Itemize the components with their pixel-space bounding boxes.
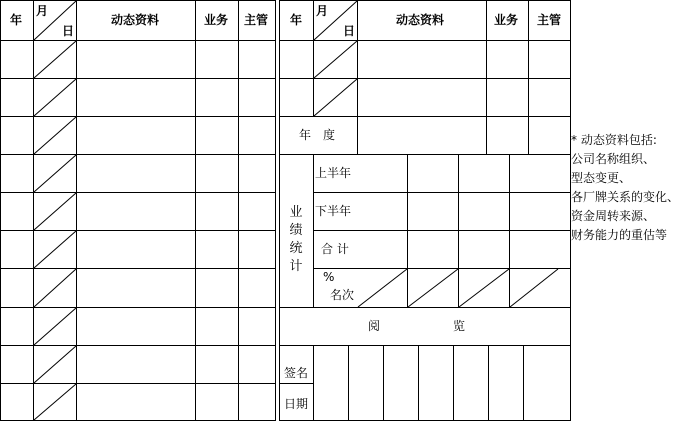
total-label: 合 计 xyxy=(321,242,349,256)
rank-label: 名次 xyxy=(330,288,355,302)
sign-label: 签名 xyxy=(284,366,309,380)
first-half-label: 上半年 xyxy=(315,166,352,180)
right-header-day: 日 xyxy=(343,24,356,38)
right-header-month: 月 xyxy=(316,4,329,18)
note-line: 财务能力的重估等 xyxy=(571,228,668,242)
note-line: 各厂牌关系的变化、 xyxy=(571,190,680,204)
date-label: 日期 xyxy=(284,397,309,411)
note-line: 公司名称组织、 xyxy=(571,152,656,166)
left-header-info: 动态资料 xyxy=(111,13,160,27)
note-line: * 动态资料包括: xyxy=(571,133,657,147)
note-line: 型态变更、 xyxy=(571,171,632,185)
left-header-year: 年 xyxy=(10,13,23,27)
left-header-business: 业务 xyxy=(204,13,229,27)
left-header-supervisor: 主管 xyxy=(244,13,269,27)
percent-label: % xyxy=(323,270,335,284)
dynamic-info-note xyxy=(571,131,679,245)
right-header-info: 动态资料 xyxy=(396,13,445,27)
performance-stats-label: 业绩统计 xyxy=(289,205,303,274)
right-header-business: 业务 xyxy=(494,13,519,27)
review-label-left: 阅 xyxy=(368,319,381,333)
second-half-label: 下半年 xyxy=(315,204,352,218)
right-header-year: 年 xyxy=(290,13,303,27)
left-header-day: 日 xyxy=(62,24,75,38)
annual-label: 年 度 xyxy=(299,128,336,142)
note-line: 资金周转来源、 xyxy=(571,209,656,223)
review-label-right: 览 xyxy=(453,319,466,333)
right-header-supervisor: 主管 xyxy=(537,13,562,27)
left-header-month: 月 xyxy=(36,4,49,18)
